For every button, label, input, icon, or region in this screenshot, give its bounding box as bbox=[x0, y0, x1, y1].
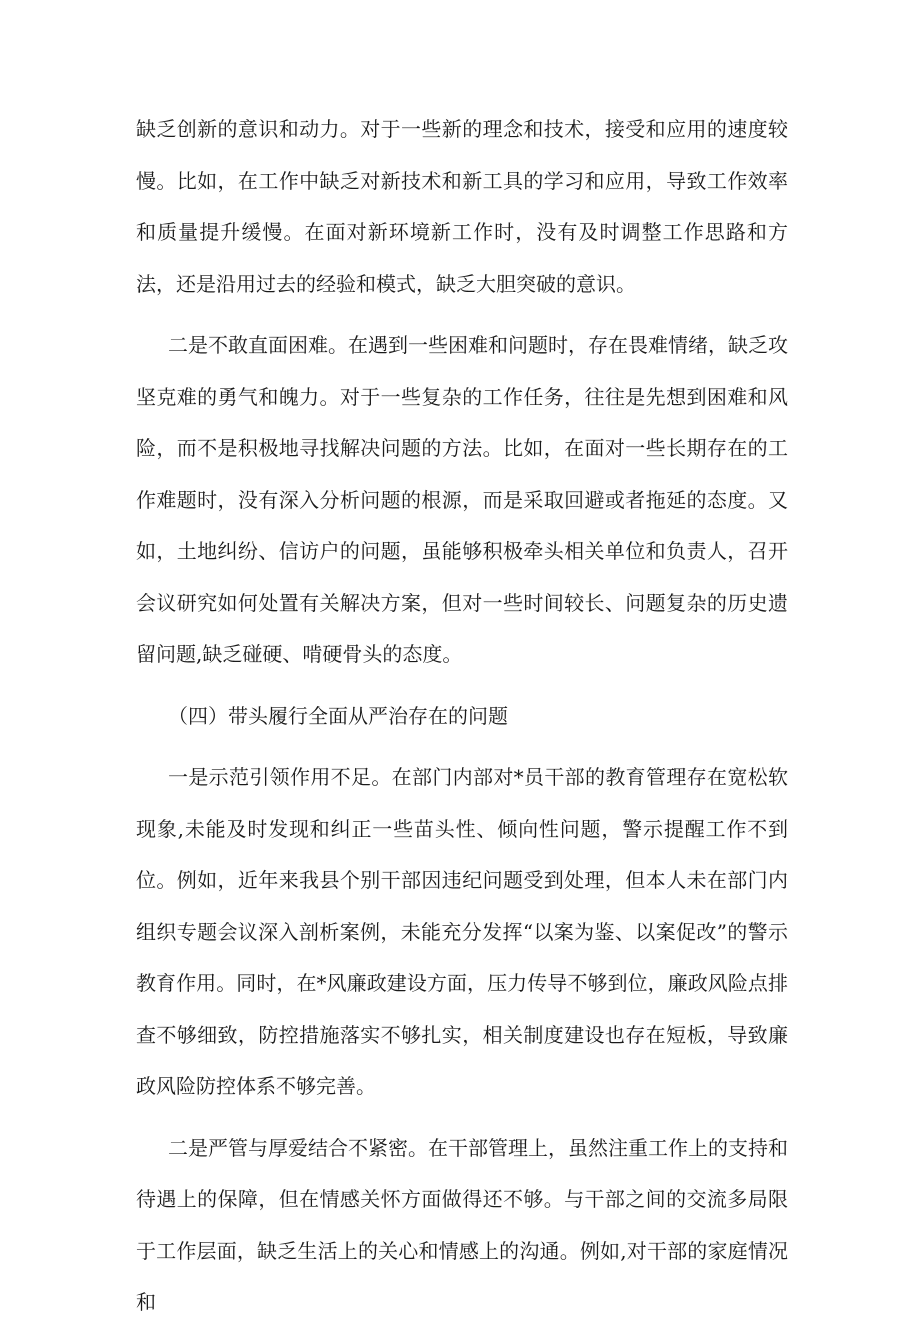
section-heading: （四）带头履行全面从严治存在的问题 bbox=[168, 703, 508, 728]
document-body bbox=[136, 104, 788, 1339]
paragraph-creativity: 缺乏创新的意识和动力。对于一些新的理念和技术，接受和应用的速度较慢。比如，在工作中缺乏对新技术和新工具的学习和应用，导致工作效率和质量提升缓慢。在面对新环境新工作时，没有及时调整工作思路和方法，还是沿用过去的经验和模式，缺乏大胆突破的意识。 bbox=[136, 117, 788, 296]
paragraph-exemplary-role: 一是示范引领作用不足。在部门内部对*员干部的教育管理存在宽松软现象,未能及时发现和纠正一些苗头性、倾向性问题，警示提醒工作不到位。例如，近年来我县个别干部因违纪问题受到处理，但本人未在部门内组织专题会议深入剖析案例，未能充分发挥“以案为鉴、以案促改”的警示教育作用。同时，在*风廉政建设方面，压力传导不够到位，廉政风险点排查不够细致，防控措施落实不够扎实，相关制度建设也存在短板，导致廉政风险防控体系不够完善。 bbox=[136, 765, 788, 1098]
paragraph-strict-management: 二是严管与厚爱结合不紧密。在干部管理上，虽然注重工作上的支持和待遇上的保障，但在情感关怀方面做得还不够。与干部之间的交流多局限于工作层面，缺乏生活上的关心和情感上的沟通。例如,对干部的家庭情况和 bbox=[136, 1135, 788, 1314]
paragraph-facing-difficulties: 二是不敢直面困难。在遇到一些困难和问题时，存在畏难情绪，缺乏攻坚克难的勇气和魄力。对于一些复杂的工作任务，往往是先想到困难和风险，而不是积极地寻找解决问题的方法。比如，在面对一些长期存在的工作难题时，没有深入分析问题的根源，而是采取回避或者拖延的态度。又如，土地纠纷、信访户的问题，虽能够积极牵头相关单位和负责人，召开会议研究如何处置有关解决方案，但对一些时间较长、问题复杂的历史遗留问题,缺乏碰硬、啃硬骨头的态度。 bbox=[136, 333, 788, 666]
